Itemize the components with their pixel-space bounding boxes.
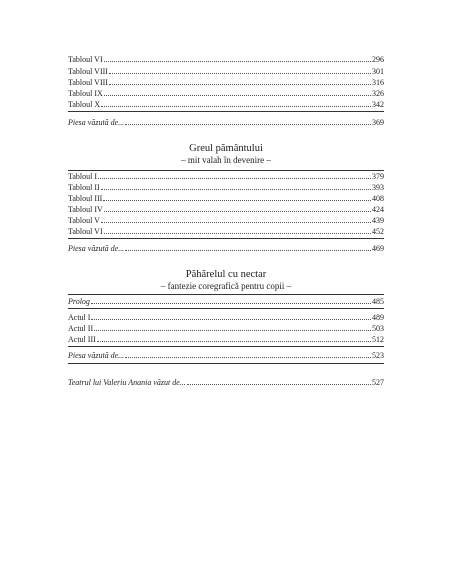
section-divider [68,346,384,347]
entry-label: Tabloul X [68,100,101,109]
toc-entry [68,182,384,193]
toc-entry [68,117,384,128]
entry-page: 408 [372,194,384,203]
entry-label: Tabloul III [68,194,103,203]
section-divider [68,363,384,364]
section-subtitle: – mit valah în devenire – [181,155,271,165]
toc-entry [68,334,384,345]
entry-page: 316 [372,78,384,87]
section-divider [68,308,384,309]
entry-page: 512 [372,335,384,344]
entry-page: 523 [372,351,384,360]
section-divider [68,294,384,295]
toc-entry [68,323,384,334]
entry-page: 503 [372,324,384,333]
entry-label: Tabloul II [68,183,100,192]
entry-page: 379 [372,172,384,181]
entry-page: 439 [372,216,384,225]
entry-label: Tabloul V [68,216,100,225]
entry-label: Piesa văzută de... [68,244,125,253]
section-divider [68,111,384,112]
entry-label: Tabloul IX [68,89,103,98]
toc-entry [68,312,384,323]
entry-label: Actul III [68,335,96,344]
entry-page: 393 [372,183,384,192]
entry-label: Actul I [68,313,91,322]
toc-entry [68,350,384,361]
section-divider [68,238,384,239]
entry-page: 527 [372,378,384,387]
toc-entry [68,226,384,237]
entry-label: Tabloul VIII [68,67,108,76]
toc-entry [68,215,384,226]
entry-label: Prolog [68,297,90,306]
entry-page: 424 [372,205,384,214]
entry-label: Teatrul lui Valeriu Anania văzut de... [68,378,186,387]
entry-page: 369 [372,118,384,127]
toc-entry [68,88,384,99]
entry-label: Actul II [68,324,94,333]
entry-page: 342 [372,100,384,109]
entry-label: Piesa văzută de... [68,351,125,360]
section-title: Păhărelul cu nectar [185,269,267,280]
entry-label: Tabloul I [68,172,97,181]
entry-label: Tabloul IV [68,205,103,214]
toc-entry [68,171,384,182]
toc-entry [68,193,384,204]
entry-page: 485 [372,297,384,306]
entry-page: 326 [372,89,384,98]
toc-entry [68,377,384,388]
entry-page: 452 [372,227,384,236]
toc-entry [68,296,384,307]
entry-page: 489 [372,313,384,322]
toc-entry [68,77,384,88]
toc-entry [68,66,384,77]
entry-label: Tabloul VI [68,227,103,236]
toc-entry [68,54,384,65]
section-title: Greul pământului [189,143,263,154]
toc-entry [68,243,384,254]
entry-page: 296 [372,55,384,64]
entry-label: Tabloul VI [68,55,103,64]
entry-page: 469 [372,244,384,253]
entry-label: Tabloul VIII [68,78,108,87]
section-subtitle: – fantezie coregrafică pentru copii – [160,281,292,291]
entry-label: Piesa văzută de... [68,118,125,127]
entry-page: 301 [372,67,384,76]
toc-entry [68,99,384,110]
toc-entry [68,204,384,215]
